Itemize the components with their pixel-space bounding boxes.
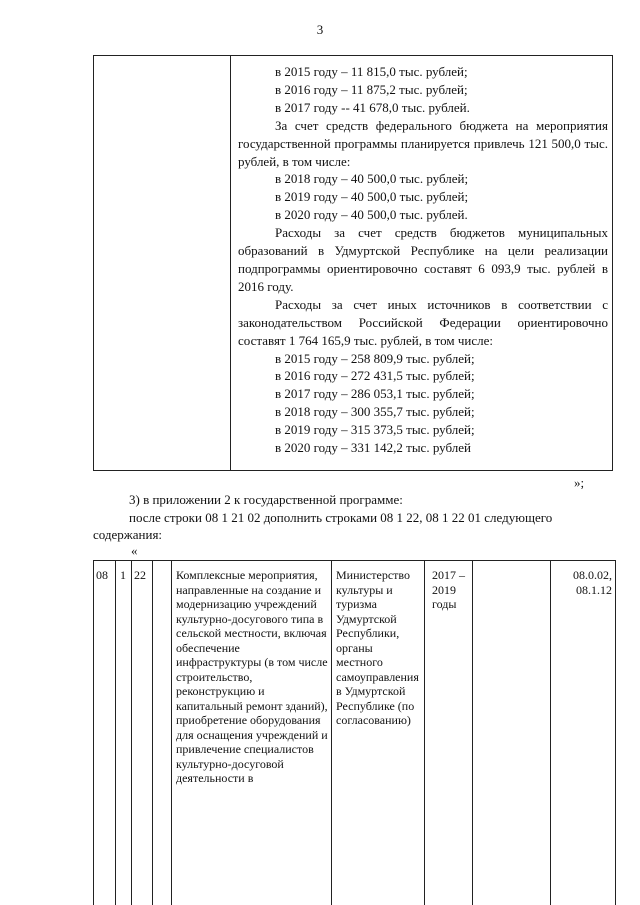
year-line: в 2019 году – 40 500,0 тыс. рублей; bbox=[275, 189, 469, 205]
year-line: в 2017 году -- 41 678,0 тыс. рублей. bbox=[275, 99, 470, 115]
indicator-code: 08.1.12 bbox=[576, 582, 612, 597]
financing-text-cell bbox=[238, 63, 608, 457]
other-sources-paragraph: Расходы за счет иных источников в соответствии с законодательством Российской Федерации ориентировочно составят 1 764 165,9 тыс. рублей, в том числе: bbox=[238, 296, 608, 348]
item-3-text: 3) в приложении 2 к государственной программе: bbox=[129, 492, 403, 507]
municipal-budget-paragraph: Расходы за счет средств бюджетов муниципальных образований в Удмуртской Республике на цели реализации подпрограммы ориентировочно составят 6 093,9 тыс. рублей в 2016 году. bbox=[238, 225, 608, 294]
period-unit: годы bbox=[432, 597, 457, 611]
code-measure: 22 bbox=[134, 568, 146, 582]
continuation-table bbox=[93, 55, 613, 471]
table-column-divider bbox=[230, 56, 231, 470]
year-line: в 2017 году – 286 053,1 тыс. рублей; bbox=[275, 386, 475, 402]
after-row-text-continued: содержания: bbox=[93, 527, 163, 542]
column-line bbox=[550, 561, 551, 905]
column-line bbox=[472, 561, 473, 905]
period-end: 2019 bbox=[432, 582, 456, 597]
column-line bbox=[424, 561, 425, 905]
responsible-executor: Министерство культуры и туризма Удмуртской Республики, органы местного самоуправления в Удмуртской Республике (по согласованию) bbox=[336, 568, 419, 727]
indicator-link bbox=[554, 568, 612, 597]
column-line bbox=[115, 561, 116, 905]
indicator-code: 08.0.02, bbox=[573, 568, 612, 582]
year-line: в 2016 году – 11 875,2 тыс. рублей; bbox=[275, 81, 468, 97]
year-line: в 2015 году – 11 815,0 тыс. рублей; bbox=[275, 64, 468, 79]
opening-quote: « bbox=[131, 543, 138, 558]
page-number: 3 bbox=[316, 22, 324, 37]
column-line bbox=[331, 561, 332, 905]
code-program: 08 bbox=[96, 568, 108, 582]
year-line: в 2016 году – 272 431,5 тыс. рублей; bbox=[275, 368, 475, 384]
year-line: в 2015 году – 258 809,9 тыс. рублей; bbox=[275, 350, 475, 366]
appendix-table bbox=[93, 560, 616, 905]
year-line: в 2020 году – 331 142,2 тыс. рублей bbox=[275, 440, 471, 456]
closing-quote: »; bbox=[574, 475, 585, 490]
column-line bbox=[152, 561, 153, 905]
measure-name: Комплексные мероприятия, направленные на создание и модернизацию учреждений культурно-досугового типа в сельской местности, включая обеспечение инфраструктуры (в том числе строительство, реконструкцию и капитальный ремонт зданий), приобретение оборудования для оснащения учреждений и привлечение специалистов культурно-досуговой деятельности в bbox=[176, 568, 328, 785]
column-line bbox=[131, 561, 132, 905]
year-line: в 2019 году – 315 373,5 тыс. рублей; bbox=[275, 422, 475, 438]
implementation-period bbox=[432, 568, 472, 612]
year-line: в 2018 году – 300 355,7 тыс. рублей; bbox=[275, 404, 475, 420]
year-line: в 2018 году – 40 500,0 тыс. рублей; bbox=[275, 171, 469, 187]
column-line bbox=[171, 561, 172, 905]
federal-budget-paragraph: За счет средств федерального бюджета на мероприятия государственной программы планируется привлечь 121 500,0 тыс. рублей, в том числе: bbox=[238, 117, 608, 169]
period-start: 2017 – bbox=[432, 568, 465, 582]
after-row-text: после строки 08 1 21 02 дополнить строками 08 1 22, 08 1 22 01 следующего bbox=[129, 510, 553, 525]
year-line: в 2020 году – 40 500,0 тыс. рублей. bbox=[275, 207, 468, 223]
code-subprogram: 1 bbox=[120, 568, 126, 582]
